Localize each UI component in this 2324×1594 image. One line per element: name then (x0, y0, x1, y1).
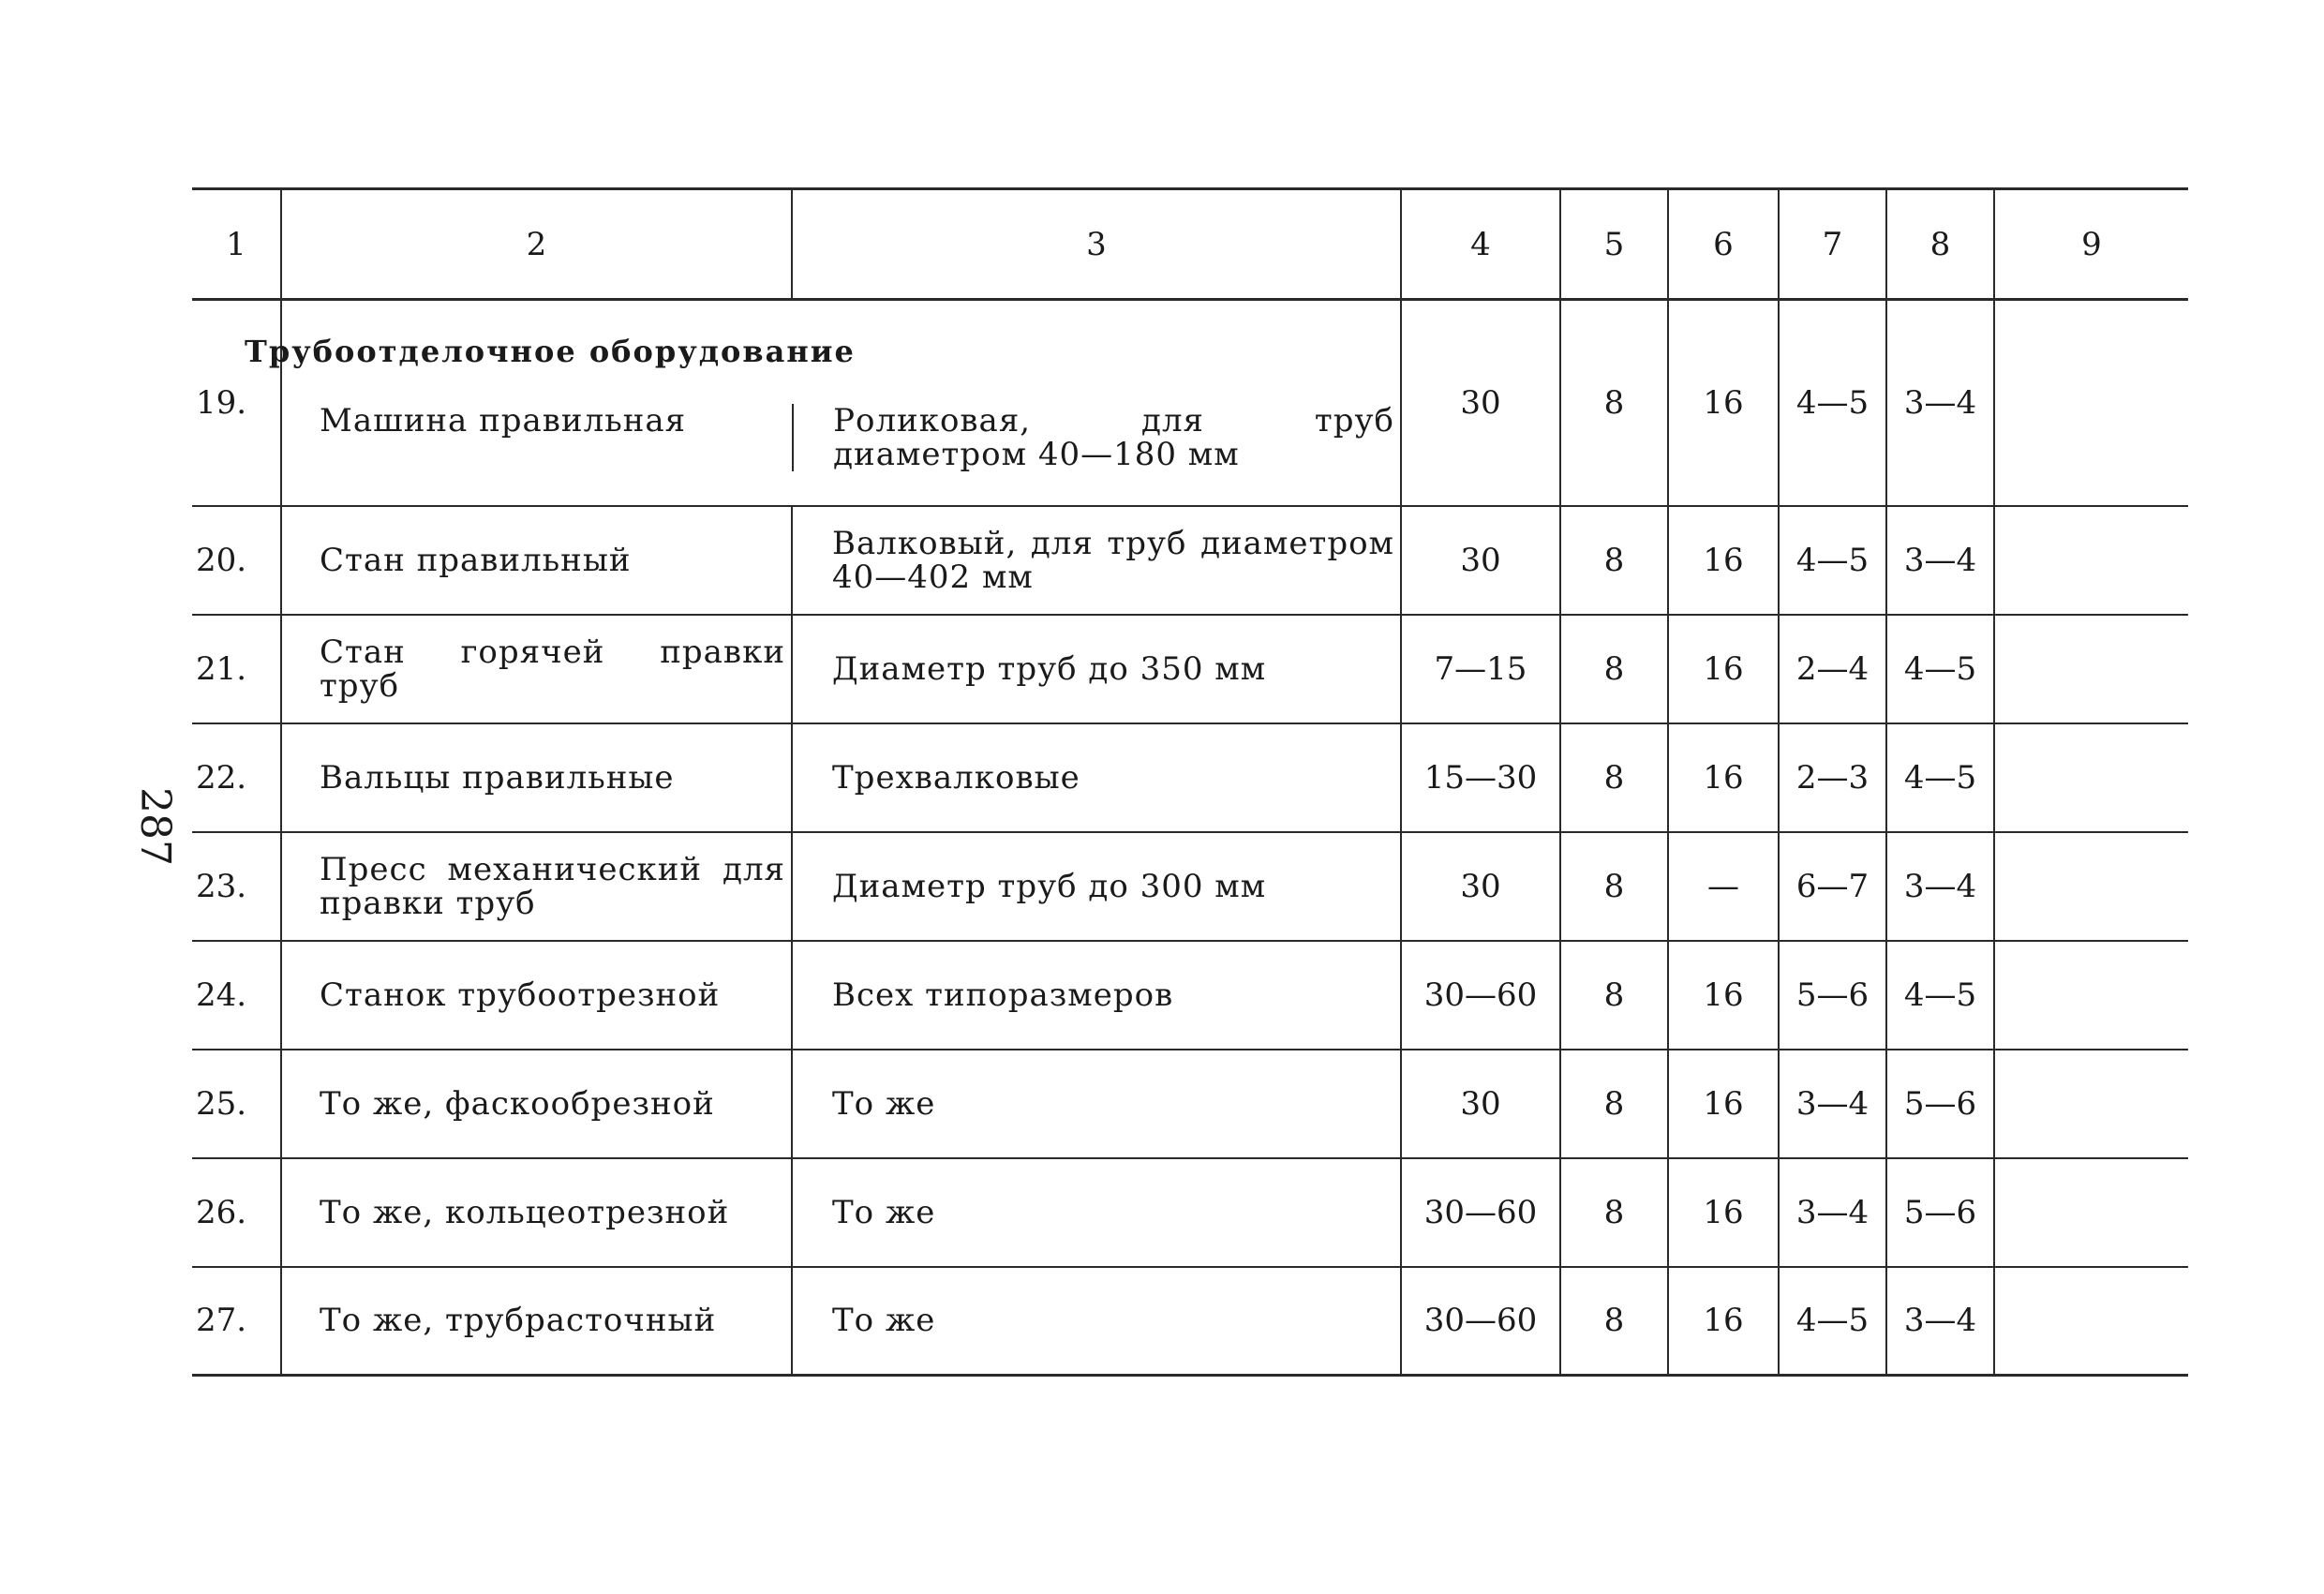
col7-value: 2—3 (1779, 723, 1886, 832)
equipment-description: Валковый, для труб диаметром 40—402 мм (792, 506, 1401, 615)
col4-value: 30 (1401, 1050, 1560, 1158)
equipment-table-container (192, 187, 2188, 1377)
col4-value: 30 (1401, 300, 1560, 506)
col5-value: 8 (1560, 300, 1668, 506)
col7-value: 4—5 (1779, 300, 1886, 506)
col8-value: 4—5 (1886, 615, 1994, 723)
col5-value: 8 (1560, 506, 1668, 615)
table-row (192, 506, 2188, 615)
col4-value: 7—15 (1401, 615, 1560, 723)
column-header: 4 (1401, 189, 1560, 300)
equipment-name: Станок трубоотрезной (281, 941, 792, 1050)
column-header: 8 (1886, 189, 1994, 300)
col4-value: 30 (1401, 506, 1560, 615)
col9-value (1994, 832, 2188, 941)
col9-value (1994, 723, 2188, 832)
col9-value (1994, 1267, 2188, 1376)
row-number: 27. (192, 1267, 281, 1376)
col8-value: 3—4 (1886, 506, 1994, 615)
column-header: 6 (1668, 189, 1779, 300)
equipment-description: Диаметр труб до 350 мм (792, 615, 1401, 723)
table-row (192, 615, 2188, 723)
col7-value: 6—7 (1779, 832, 1886, 941)
row-number: 26. (192, 1158, 281, 1267)
col9-value (1994, 1050, 2188, 1158)
equipment-description: Трехвалковые (792, 723, 1401, 832)
row-number: 20. (192, 506, 281, 615)
row-number: 23. (192, 832, 281, 941)
equipment-name: Стан горячей правки труб (281, 615, 792, 723)
row-number: 24. (192, 941, 281, 1050)
col9-value (1994, 1158, 2188, 1267)
equipment-description: Диаметр труб до 300 мм (792, 832, 1401, 941)
table-row (192, 832, 2188, 941)
col8-value: 3—4 (1886, 300, 1994, 506)
col6-value: 16 (1668, 1267, 1779, 1376)
col9-value (1994, 506, 2188, 615)
col7-value: 3—4 (1779, 1158, 1886, 1267)
row-number: 19. (192, 300, 281, 506)
col7-value: 3—4 (1779, 1050, 1886, 1158)
col7-value: 2—4 (1779, 615, 1886, 723)
col7-value: 4—5 (1779, 1267, 1886, 1376)
col5-value: 8 (1560, 1050, 1668, 1158)
row-number: 21. (192, 615, 281, 723)
column-header: 7 (1779, 189, 1886, 300)
col6-value: 16 (1668, 615, 1779, 723)
equipment-name: То же, трубрасточный (281, 1267, 792, 1376)
column-header: 5 (1560, 189, 1668, 300)
col5-value: 8 (1560, 615, 1668, 723)
col8-value: 3—4 (1886, 832, 1994, 941)
col6-value: — (1668, 832, 1779, 941)
col7-value: 5—6 (1779, 941, 1886, 1050)
equipment-name: Стан правильный (281, 506, 792, 615)
col6-value: 16 (1668, 1158, 1779, 1267)
column-header: 2 (281, 189, 792, 300)
equipment-name: То же, фаскообрезной (281, 1050, 792, 1158)
col8-value: 3—4 (1886, 1267, 1994, 1376)
column-header: 1 (192, 189, 281, 300)
equipment-name: То же, кольцеотрезной (281, 1158, 792, 1267)
col6-value: 16 (1668, 300, 1779, 506)
col8-value: 5—6 (1886, 1158, 1994, 1267)
table-row (192, 1050, 2188, 1158)
col6-value: 16 (1668, 1050, 1779, 1158)
first-row-split (282, 401, 1400, 473)
col8-value: 4—5 (1886, 941, 1994, 1050)
col5-value: 8 (1560, 1267, 1668, 1376)
col6-value: 16 (1668, 941, 1779, 1050)
col5-value: 8 (1560, 723, 1668, 832)
table-row (192, 1158, 2188, 1267)
equipment-description: Всех типоразмеров (792, 941, 1401, 1050)
col5-value: 8 (1560, 1158, 1668, 1267)
col5-value: 8 (1560, 832, 1668, 941)
equipment-name: Пресс механический для правки труб (281, 832, 792, 941)
row-number: 25. (192, 1050, 281, 1158)
table-row (192, 1267, 2188, 1376)
col5-value: 8 (1560, 941, 1668, 1050)
equipment-description: То же (792, 1267, 1401, 1376)
col7-value: 4—5 (1779, 506, 1886, 615)
col9-value (1994, 615, 2188, 723)
equipment-table (192, 187, 2188, 1377)
equipment-description: То же (792, 1158, 1401, 1267)
page-number: 287 (131, 787, 179, 866)
col4-value: 15—30 (1401, 723, 1560, 832)
col9-value (1994, 941, 2188, 1050)
table-row (192, 941, 2188, 1050)
equipment-name: Вальцы правильные (281, 723, 792, 832)
equipment-description: Роликовая, для труб диаметром 40—180 мм (792, 404, 1400, 471)
col8-value: 4—5 (1886, 723, 1994, 832)
col4-value: 30—60 (1401, 1267, 1560, 1376)
col8-value: 5—6 (1886, 1050, 1994, 1158)
col4-value: 30—60 (1401, 1158, 1560, 1267)
column-header: 9 (1994, 189, 2188, 300)
row-number: 22. (192, 723, 281, 832)
table-row (192, 723, 2188, 832)
table-header-row (192, 189, 2188, 300)
table-row (192, 300, 2188, 506)
section-cell (245, 300, 1401, 506)
col6-value: 16 (1668, 506, 1779, 615)
equipment-name: Машина правильная (320, 401, 687, 439)
col4-value: 30 (1401, 832, 1560, 941)
col4-value: 30—60 (1401, 941, 1560, 1050)
section-title: Трубоотделочное оборудование (245, 333, 856, 369)
equipment-description: То же (792, 1050, 1401, 1158)
column-header: 3 (792, 189, 1401, 300)
col6-value: 16 (1668, 723, 1779, 832)
col9-value (1994, 300, 2188, 506)
